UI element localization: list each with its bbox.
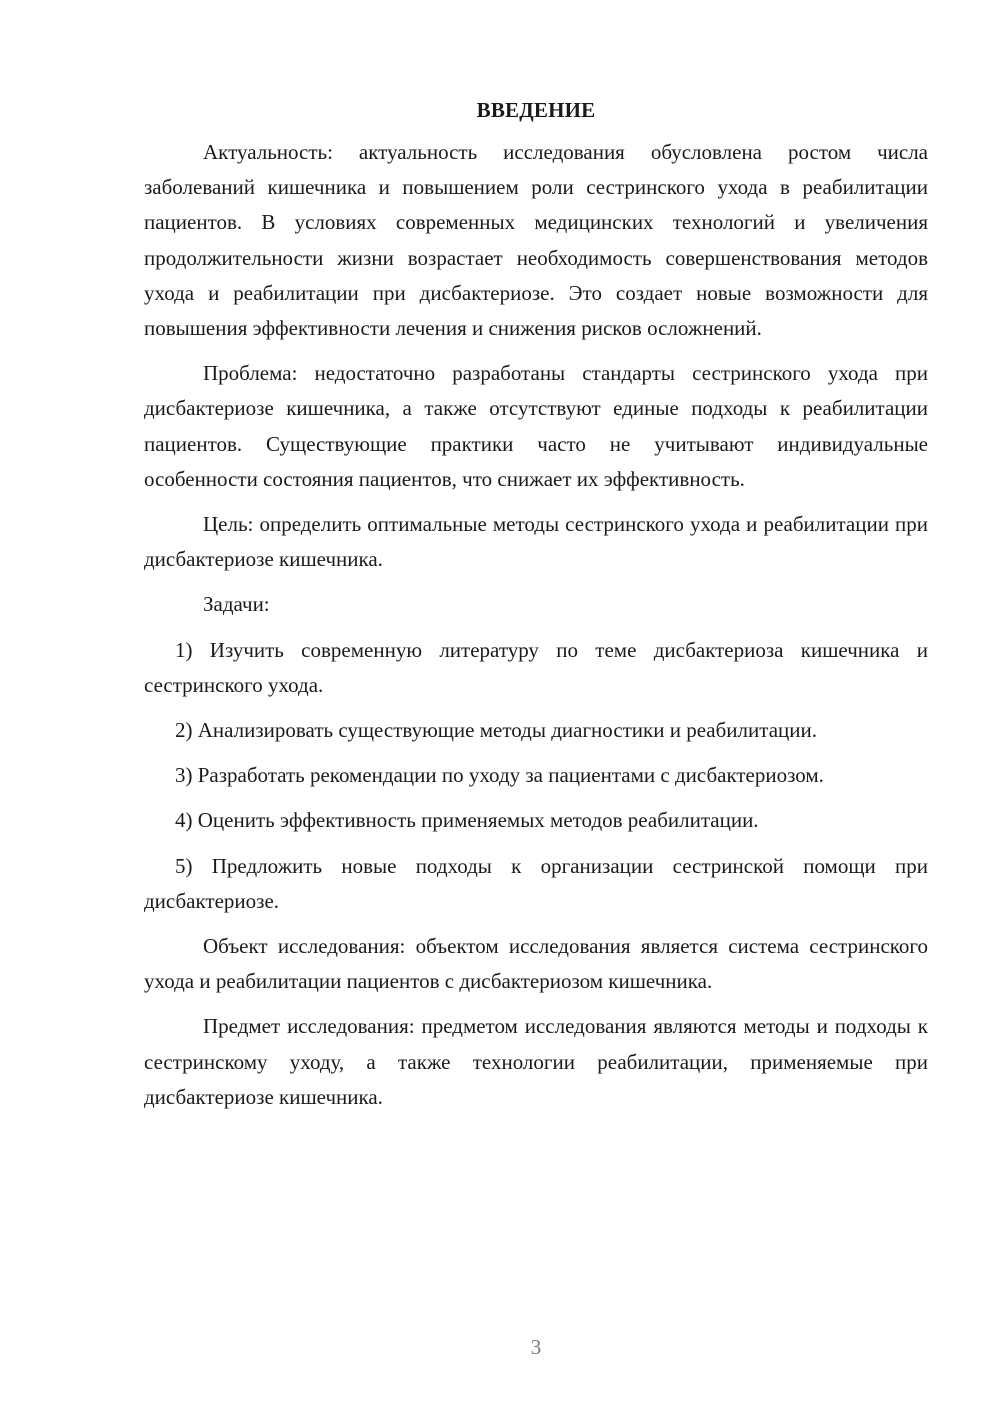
task-item-4: 4) Оценить эффективность применяемых методов реабилитации. xyxy=(175,808,759,833)
task-item-5: 5) Предложить новые подходы к организации сестринской помощи при дисбактериозе. xyxy=(144,853,928,913)
task-item-2: 2) Анализировать существующие методы диагностики и реабилитации. xyxy=(175,718,817,743)
task-item-3: 3) Разработать рекомендации по уходу за пациентами с дисбактериозом. xyxy=(175,763,824,788)
subject-paragraph: Предмет исследования: предметом исследования являются методы и подходы к сестринскому уходу, а также технологии реабилитации, применяемые при дисбактериозе кишечника. xyxy=(144,1014,928,1109)
page-number: 3 xyxy=(530,1335,542,1359)
document-page xyxy=(144,93,928,1115)
goal-paragraph: Цель: определить оптимальные методы сестринского ухода и реабилитации при дисбактериозе кишечника. xyxy=(144,512,928,572)
tasks-heading: Задачи: xyxy=(203,592,270,617)
task-item-1: 1) Изучить современную литературу по теме дисбактериоза кишечника и сестринского ухода. xyxy=(144,637,928,697)
relevance-paragraph: Актуальность: актуальность исследования обусловлена ростом числа заболеваний кишечника и повышением роли сестринского ухода в реабилитации пациентов. В условиях современных медицинских технологий и увеличения продолжительности жизни возрастает необходимость совершенствования методов ухода и реабилитации при дисбактериозе. Это создает новые возможности для повышения эффективности лечения и снижения рисков осложнений. xyxy=(144,140,928,341)
section-title: ВВЕДЕНИЕ xyxy=(476,98,596,122)
object-paragraph: Объект исследования: объектом исследования является система сестринского ухода и реабилитации пациентов с дисбактериозом кишечника. xyxy=(144,934,928,994)
problem-paragraph: Проблема: недостаточно разработаны стандарты сестринского ухода при дисбактериозе кишечника, а также отсутствуют единые подходы к реабилитации пациентов. Существующие практики часто не учитывают индивидуальные особенности состояния пациентов, что снижает их эффективность. xyxy=(144,361,928,491)
